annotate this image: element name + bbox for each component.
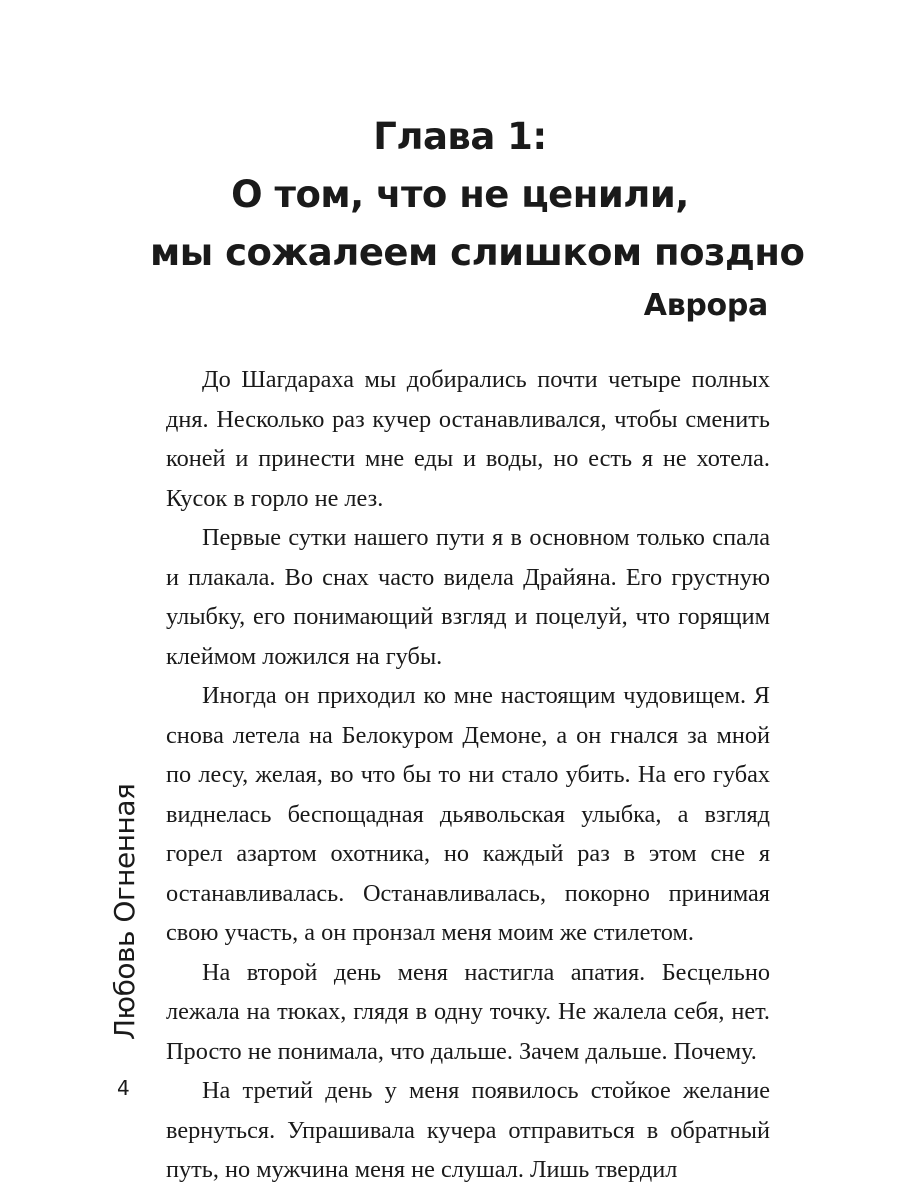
chapter-title-line-3: мы сожалеем слишком поздно	[150, 231, 805, 274]
paragraph: На второй день меня настигла апатия. Бесцельно лежала на тюках, глядя в одну точку. Не жалела себя, нет. Просто не понимала, что дальше. Зачем дальше. Почему.	[166, 958, 770, 1065]
chapter-title-line-2: О том, что не ценили,	[231, 173, 689, 216]
running-head: Любовь Огненная	[108, 783, 141, 1040]
paragraph: Первые сутки нашего пути я в основном только спала и плакала. Во снах часто видела Драйяна. Его грустную улыбку, его понимающий взгляд и поцелуй, что горящим клеймом ложился на губы.	[166, 524, 770, 670]
paragraph: На третий день у меня появилось стойкое желание вернуться. Упрашивала кучера отправиться в обратный путь, но мужчина меня не слушал. Лишь твердил	[166, 1077, 770, 1183]
narrator-name: Аврора	[643, 288, 768, 323]
chapter-title	[150, 108, 805, 282]
paragraph: До Шагдараха мы добирались почти четыре полных дня. Несколько раз кучер останавливался, чтобы сменить коней и принести мне еды и воды, но есть я не хотела. Кусок в горло не лез.	[166, 366, 770, 512]
body-text	[166, 360, 770, 1190]
paragraph: Иногда он приходил ко мне настоящим чудовищем. Я снова летела на Белокуром Демоне, а он гнался за мной по лесу, желая, во что бы то ни стало убить. На его губах виднелась беспощадная дьявольская улыбка, а взгляд горел азартом охотника, но каждый раз в этом сне я останавливалась. Останавливалась, покорно принимая свою участь, а он пронзал меня моим же стилетом.	[166, 682, 770, 946]
page-number: 4	[117, 1076, 130, 1100]
chapter-title-line-1: Глава 1:	[373, 115, 547, 158]
